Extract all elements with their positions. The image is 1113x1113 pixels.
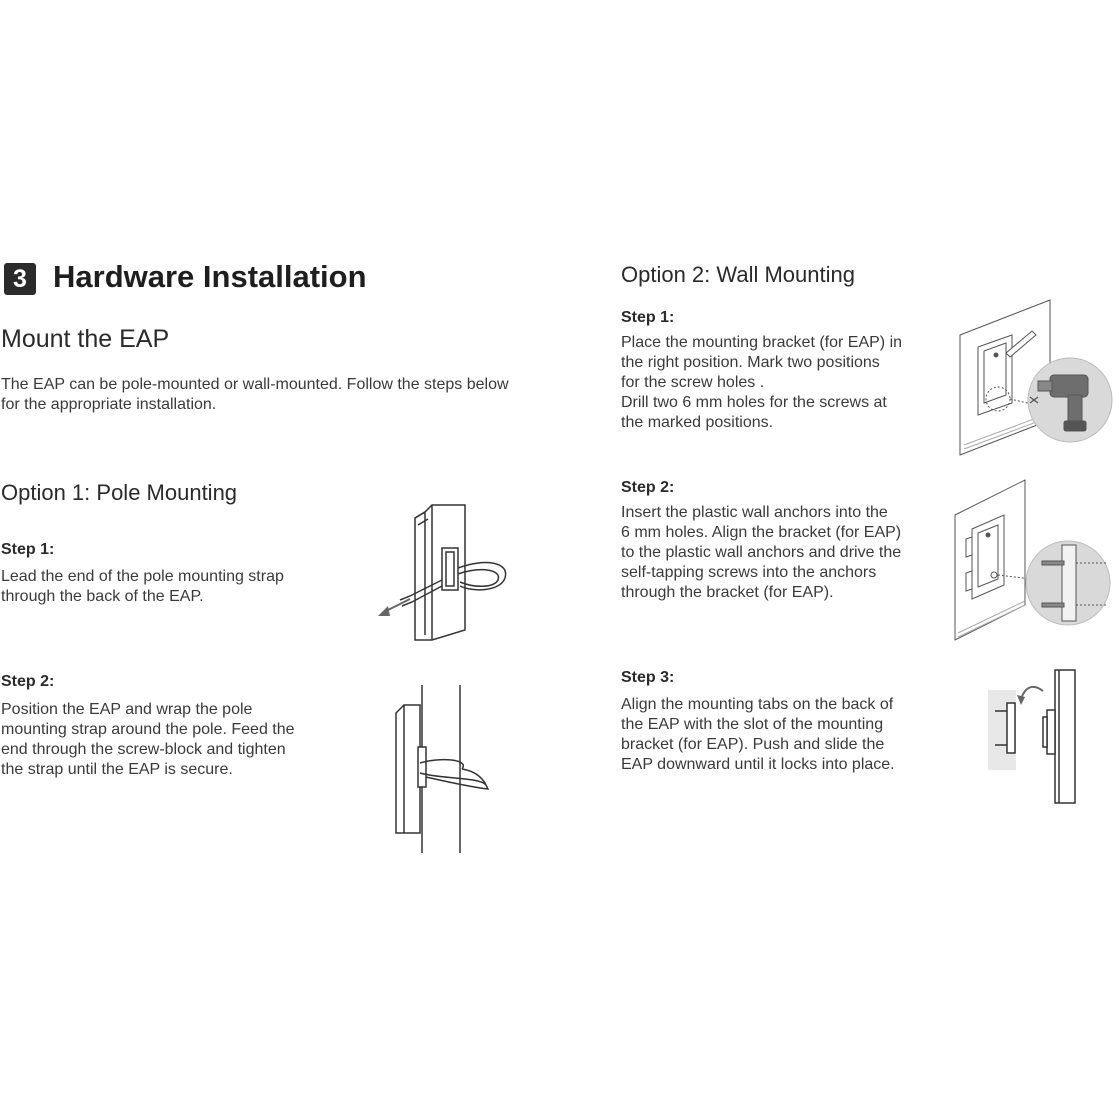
step-text-line: Lead the end of the pole mounting strap xyxy=(1,568,284,585)
step-text-line: through the bracket (for EAP). xyxy=(621,584,834,601)
section-title: Hardware Installation xyxy=(53,259,367,294)
step-text-line: the EAP with the slot of the mounting xyxy=(621,716,884,733)
step-text-line: Drill two 6 mm holes for the screws at xyxy=(621,394,887,411)
mount-intro-line: for the appropriate installation. xyxy=(1,396,217,413)
option1-title: Option 1: Pole Mounting xyxy=(1,480,238,505)
section-number-badge: 3 xyxy=(4,263,36,295)
option2-step1-label: Step 1: xyxy=(621,309,675,326)
step-text-line: Insert the plastic wall anchors into the xyxy=(621,504,888,521)
mount-title: Mount the EAP xyxy=(1,325,170,353)
step-text-line: mounting strap around the pole. Feed the xyxy=(1,721,295,738)
anchors-screws-illustration xyxy=(950,475,1110,645)
step-text-line: Position the EAP and wrap the pole xyxy=(1,701,253,718)
step-text-line: through the back of the EAP. xyxy=(1,588,204,605)
option2-step3-text xyxy=(621,695,895,775)
step-text-line: the strap until the EAP is secure. xyxy=(1,761,233,778)
option2-title: Option 2: Wall Mounting xyxy=(621,262,855,287)
step-text-line: to the plastic wall anchors and drive the xyxy=(621,544,902,561)
option2-step3-label: Step 3: xyxy=(621,669,675,686)
option1-step1-text xyxy=(1,567,284,607)
bracket-drill-illustration xyxy=(950,295,1110,465)
step-text-line: end through the screw-block and tighten xyxy=(1,741,286,758)
step-text-line: the marked positions. xyxy=(621,414,774,431)
option1-step1-label: Step 1: xyxy=(1,541,55,558)
step-text-line: EAP downward until it locks into place. xyxy=(621,756,895,773)
slide-eap-illustration xyxy=(985,665,1085,810)
step-text-line: Align the mounting tabs on the back of xyxy=(621,696,894,713)
option2-step1-text xyxy=(621,333,902,433)
option2-step2-text xyxy=(621,503,901,603)
step-text-line: Place the mounting bracket (for EAP) in xyxy=(621,334,903,351)
option1-step2-text xyxy=(1,700,295,780)
step-text-line: bracket (for EAP). Push and slide the xyxy=(621,736,885,753)
mount-intro-line: The EAP can be pole-mounted or wall-mounted. Follow the steps below xyxy=(1,376,509,393)
option1-step2-label: Step 2: xyxy=(1,673,55,690)
option2-step2-label: Step 2: xyxy=(621,479,675,496)
pole-wrap-illustration xyxy=(390,685,500,855)
step-text-line: the right position. Mark two positions xyxy=(621,354,880,371)
mount-intro xyxy=(1,375,509,415)
step-text-line: for the screw holes . xyxy=(621,374,765,391)
step-text-line: 6 mm holes. Align the bracket (for EAP) xyxy=(621,524,902,541)
strap-through-eap-illustration xyxy=(370,500,515,650)
step-text-line: self-tapping screws into the anchors xyxy=(621,564,877,581)
